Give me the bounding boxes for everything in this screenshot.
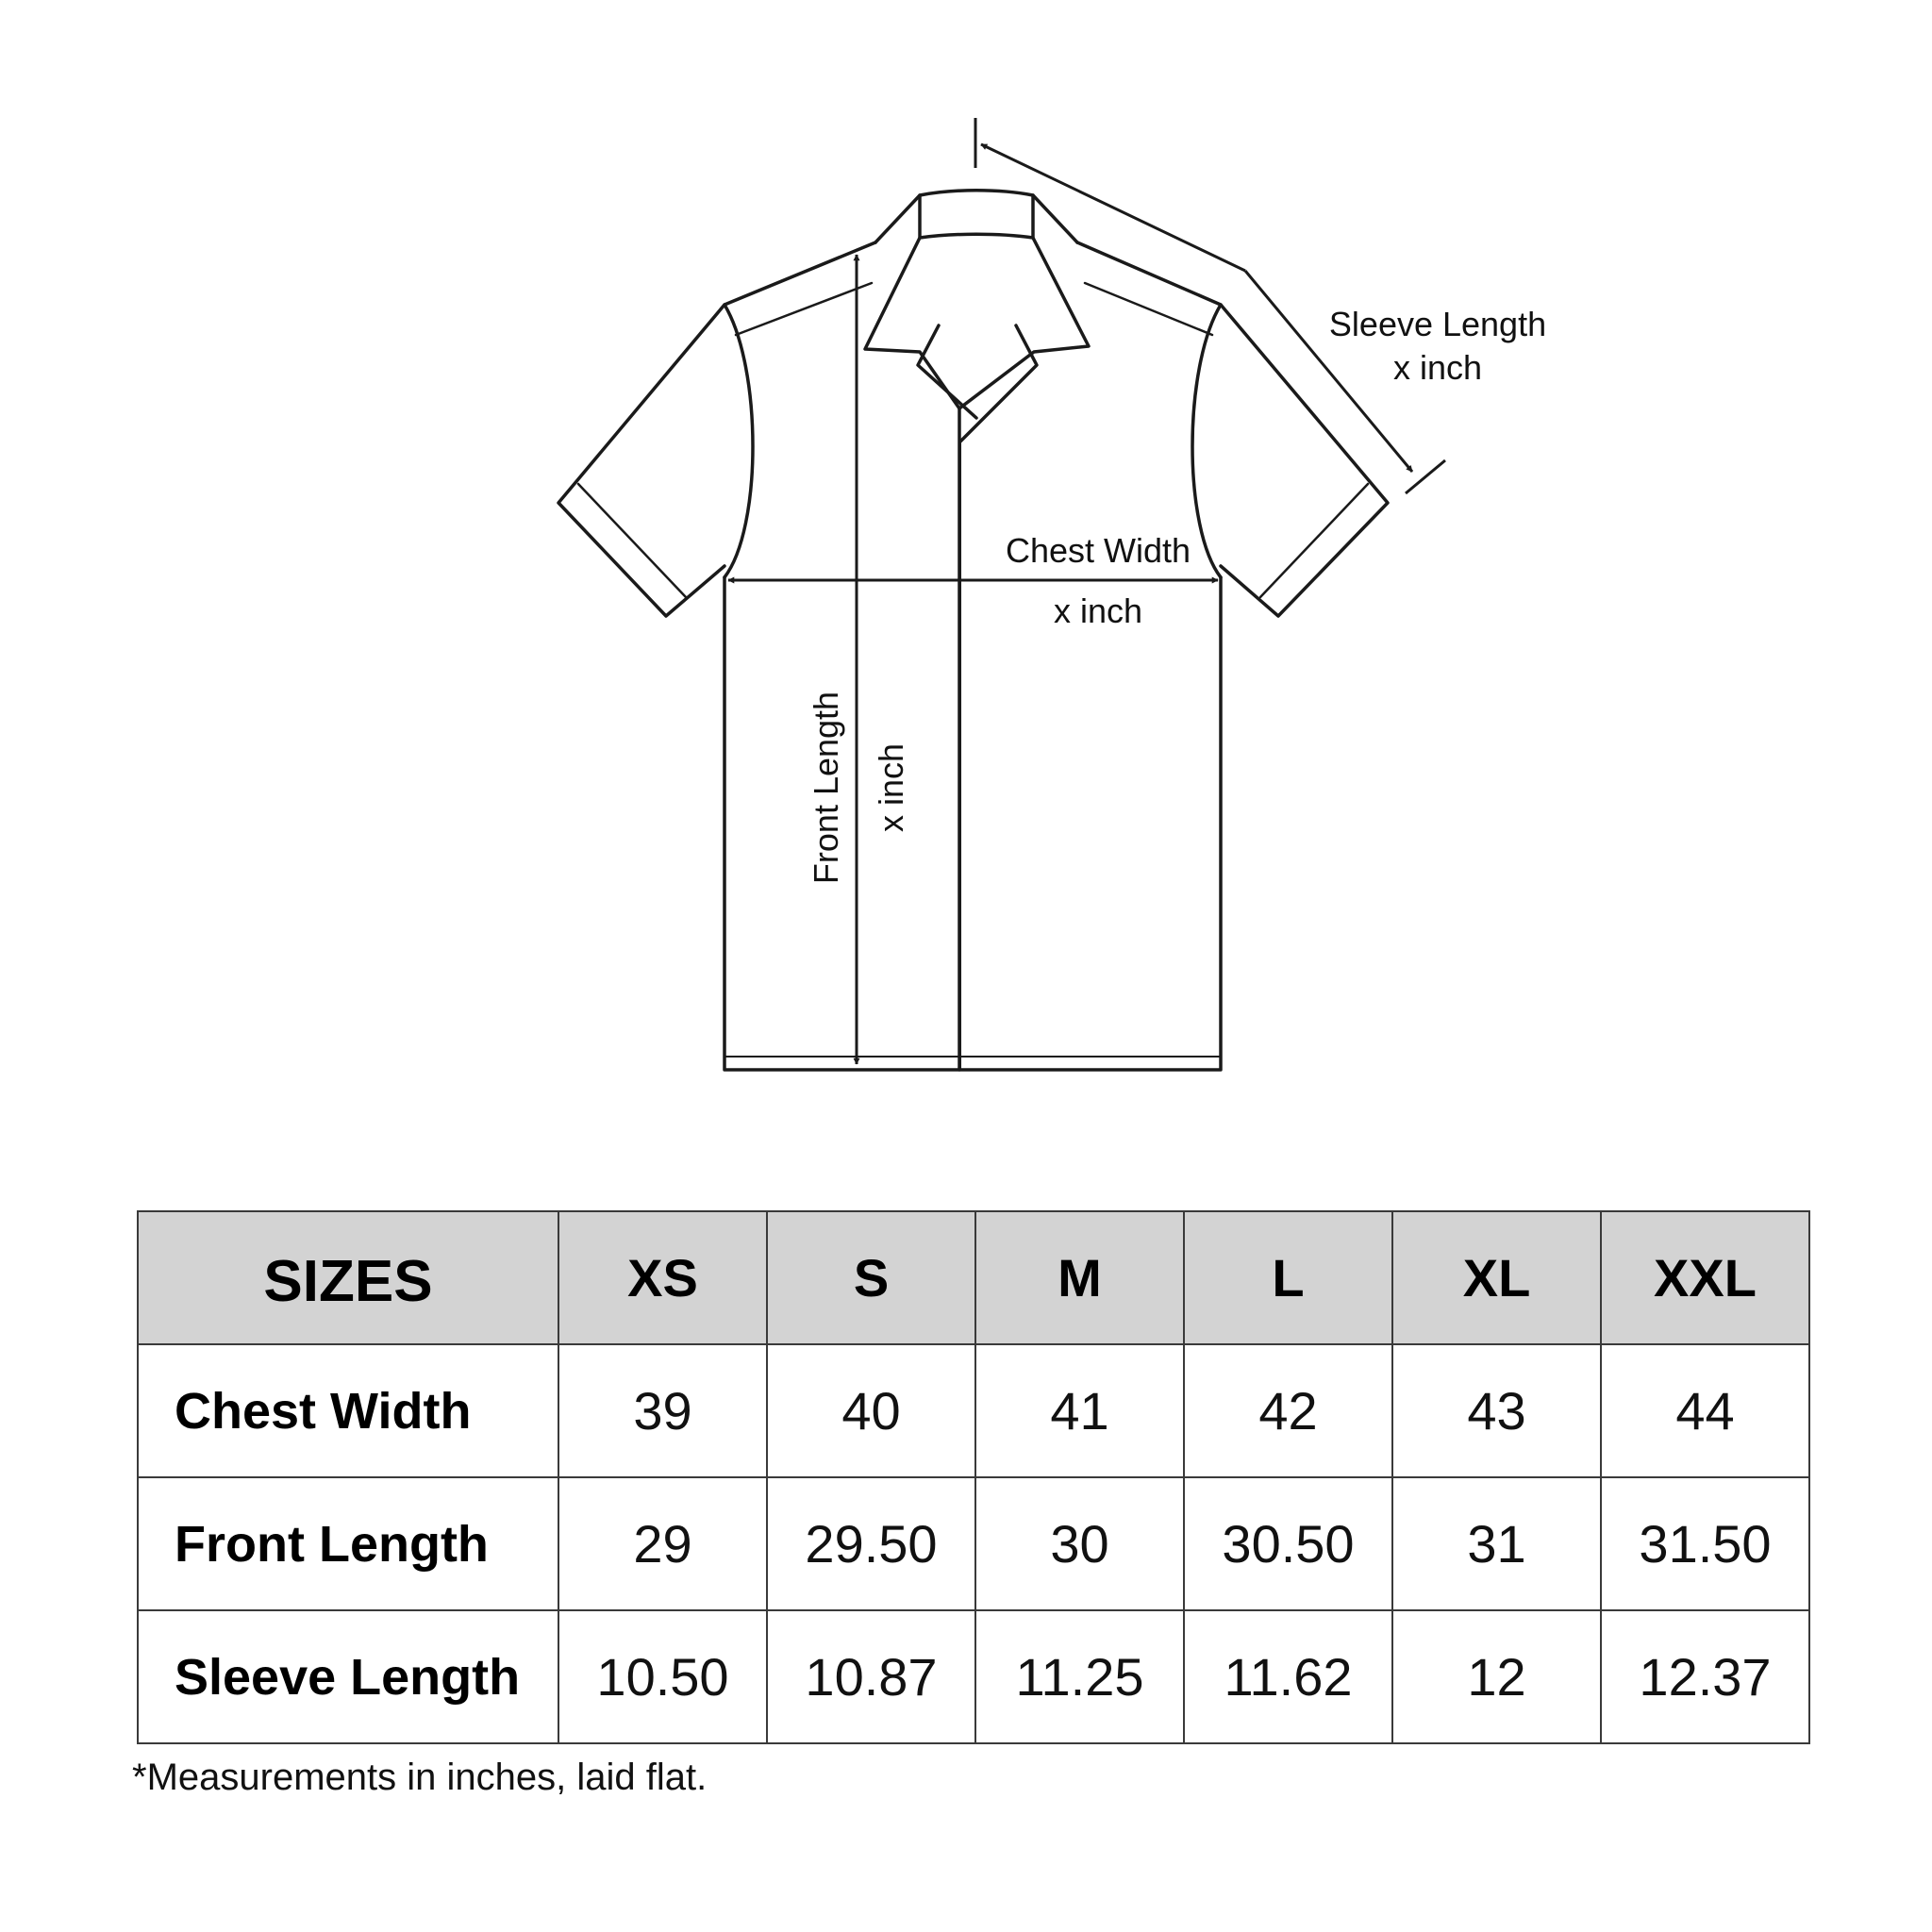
row-label: Chest Width — [138, 1344, 558, 1477]
sizes-header: SIZES — [138, 1211, 558, 1344]
table-cell: 10.87 — [767, 1610, 975, 1743]
table-cell: 30.50 — [1184, 1477, 1392, 1610]
measurement-labels — [807, 305, 1546, 884]
table-cell: 44 — [1601, 1344, 1809, 1477]
chest-width-label: Chest Width — [1005, 531, 1191, 570]
table-cell: 41 — [975, 1344, 1184, 1477]
table-cell: 11.25 — [975, 1610, 1184, 1743]
collar-inner — [920, 195, 1033, 238]
shirt-body — [724, 577, 1221, 1070]
right-yoke-seam — [1085, 283, 1212, 335]
right-armhole — [1192, 305, 1221, 577]
sleeve-arrow-top — [981, 144, 1245, 271]
lapel-right — [960, 325, 1037, 441]
table-cell: 11.62 — [1184, 1610, 1392, 1743]
table-cell: 39 — [558, 1344, 767, 1477]
table-cell: 31.50 — [1601, 1477, 1809, 1610]
table-cell: 42 — [1184, 1344, 1392, 1477]
table-header-row — [138, 1211, 1809, 1344]
measurement-footnote: *Measurements in inches, laid flat. — [132, 1757, 708, 1798]
table-cell: 12 — [1392, 1610, 1601, 1743]
row-label: Front Length — [138, 1477, 558, 1610]
sleeve-length-label: Sleeve Length — [1328, 305, 1547, 343]
table-cell: 10.50 — [558, 1610, 767, 1743]
table-cell: 31 — [1392, 1477, 1601, 1610]
size-header-s: S — [767, 1211, 975, 1344]
collar-right — [959, 238, 1089, 408]
sleeve-length-value: x inch — [1392, 348, 1483, 387]
shirt-outline — [558, 191, 1388, 1070]
table-row-sleeve-length — [138, 1610, 1809, 1743]
size-header-xl: XL — [1392, 1211, 1601, 1344]
collar-left — [865, 238, 959, 408]
sleeve-arrow-bottom — [1245, 271, 1412, 472]
table-row-chest-width — [138, 1344, 1809, 1477]
table-cell: 29.50 — [767, 1477, 975, 1610]
table-cell: 40 — [767, 1344, 975, 1477]
table-cell: 43 — [1392, 1344, 1601, 1477]
left-armhole — [724, 305, 753, 577]
chest-width-value: x inch — [1053, 591, 1143, 630]
table-cell: 30 — [975, 1477, 1184, 1610]
size-header-xxl: XXL — [1601, 1211, 1809, 1344]
size-chart-table — [137, 1210, 1810, 1744]
front-length-value: x inch — [872, 742, 910, 833]
size-header-m: M — [975, 1211, 1184, 1344]
table-cell: 29 — [558, 1477, 767, 1610]
row-label: Sleeve Length — [138, 1610, 558, 1743]
sleeve-tick-bottom — [1406, 460, 1445, 493]
size-header-l: L — [1184, 1211, 1392, 1344]
size-header-xs: XS — [558, 1211, 767, 1344]
table-cell: 12.37 — [1601, 1610, 1809, 1743]
table-row-front-length — [138, 1477, 1809, 1610]
front-length-label: Front Length — [807, 691, 845, 885]
